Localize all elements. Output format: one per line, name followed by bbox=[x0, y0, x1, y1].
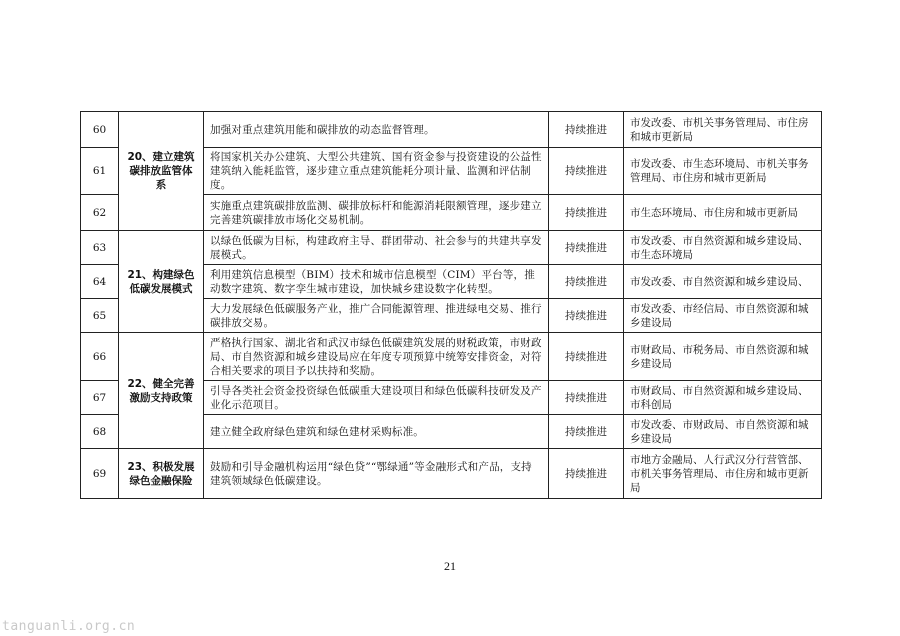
table-row bbox=[81, 231, 822, 265]
responsible-departments: 市财政局、市自然资源和城乡建设局、市科创局 bbox=[624, 381, 822, 415]
table-row bbox=[81, 449, 822, 499]
row-number: 63 bbox=[81, 231, 119, 265]
group-label: 23、积极发展绿色金融保险 bbox=[119, 449, 204, 499]
responsible-departments: 市发改委、市自然资源和城乡建设局、 bbox=[624, 265, 822, 299]
row-number: 64 bbox=[81, 265, 119, 299]
task-status: 持续推进 bbox=[549, 231, 624, 265]
page-number: 21 bbox=[444, 559, 456, 573]
row-number: 62 bbox=[81, 195, 119, 231]
task-content: 大力发展绿色低碳服务产业，推广合同能源管理、推进绿电交易、推行碳排放交易。 bbox=[204, 299, 549, 333]
task-content: 鼓励和引导金融机构运用“绿色贷”“鄂绿通”等金融形式和产品，支持建筑领域绿色低碳建设。 bbox=[204, 449, 549, 499]
responsible-departments: 市发改委、市机关事务管理局、市住房和城市更新局 bbox=[624, 112, 822, 148]
responsible-departments: 市地方金融局、人行武汉分行营管部、市机关事务管理局、市住房和城市更新局 bbox=[624, 449, 822, 499]
task-content: 利用建筑信息模型（BIM）技术和城市信息模型（CIM）平台等，推动数字建筑、数字孪生城市建设，加快城乡建设数字化转型。 bbox=[204, 265, 549, 299]
row-number: 68 bbox=[81, 415, 119, 449]
task-status: 持续推进 bbox=[549, 333, 624, 381]
row-number: 61 bbox=[81, 148, 119, 195]
task-content: 以绿色低碳为目标，构建政府主导、群团带动、社会参与的共建共享发展模式。 bbox=[204, 231, 549, 265]
responsible-departments: 市发改委、市生态环境局、市机关事务管理局、市住房和城市更新局 bbox=[624, 148, 822, 195]
group-label: 21、构建绿色低碳发展模式 bbox=[119, 231, 204, 333]
task-status: 持续推进 bbox=[549, 112, 624, 148]
row-number: 66 bbox=[81, 333, 119, 381]
task-content: 实施重点建筑碳排放监测、碳排放标杆和能源消耗限额管理，逐步建立完善建筑碳排放市场化交易机制。 bbox=[204, 195, 549, 231]
responsible-departments: 市发改委、市财政局、市自然资源和城乡建设局 bbox=[624, 415, 822, 449]
task-status: 持续推进 bbox=[549, 381, 624, 415]
responsible-departments: 市发改委、市自然资源和城乡建设局、市生态环境局 bbox=[624, 231, 822, 265]
task-status: 持续推进 bbox=[549, 449, 624, 499]
table-row bbox=[81, 333, 822, 381]
task-status: 持续推进 bbox=[549, 299, 624, 333]
task-content: 严格执行国家、湖北省和武汉市绿色低碳建筑发展的财税政策，市财政局、市自然资源和城乡建设局应在年度专项预算中统筹安排资金，对符合相关要求的项目予以扶持和奖励。 bbox=[204, 333, 549, 381]
task-content: 将国家机关办公建筑、大型公共建筑、国有资金参与投资建设的公益性建筑纳入能耗监管，逐步建立重点建筑能耗分项计量、监测和评估制度。 bbox=[204, 148, 549, 195]
group-label: 20、建立建筑碳排放监管体系 bbox=[119, 112, 204, 231]
row-number: 65 bbox=[81, 299, 119, 333]
policy-table bbox=[80, 111, 822, 499]
responsible-departments: 市财政局、市税务局、市自然资源和城乡建设局 bbox=[624, 333, 822, 381]
row-number: 67 bbox=[81, 381, 119, 415]
task-content: 建立健全政府绿色建筑和绿色建材采购标准。 bbox=[204, 415, 549, 449]
group-label: 22、健全完善激励支持政策 bbox=[119, 333, 204, 449]
task-status: 持续推进 bbox=[549, 265, 624, 299]
task-content: 引导各类社会资金投资绿色低碳重大建设项目和绿色低碳科技研发及产业化示范项目。 bbox=[204, 381, 549, 415]
responsible-departments: 市发改委、市经信局、市自然资源和城乡建设局 bbox=[624, 299, 822, 333]
task-content: 加强对重点建筑用能和碳排放的动态监督管理。 bbox=[204, 112, 549, 148]
watermark: tanguanli.org.cn bbox=[2, 619, 136, 634]
row-number: 69 bbox=[81, 449, 119, 499]
table-row bbox=[81, 112, 822, 148]
responsible-departments: 市生态环境局、市住房和城市更新局 bbox=[624, 195, 822, 231]
task-status: 持续推进 bbox=[549, 415, 624, 449]
row-number: 60 bbox=[81, 112, 119, 148]
task-status: 持续推进 bbox=[549, 195, 624, 231]
task-status: 持续推进 bbox=[549, 148, 624, 195]
